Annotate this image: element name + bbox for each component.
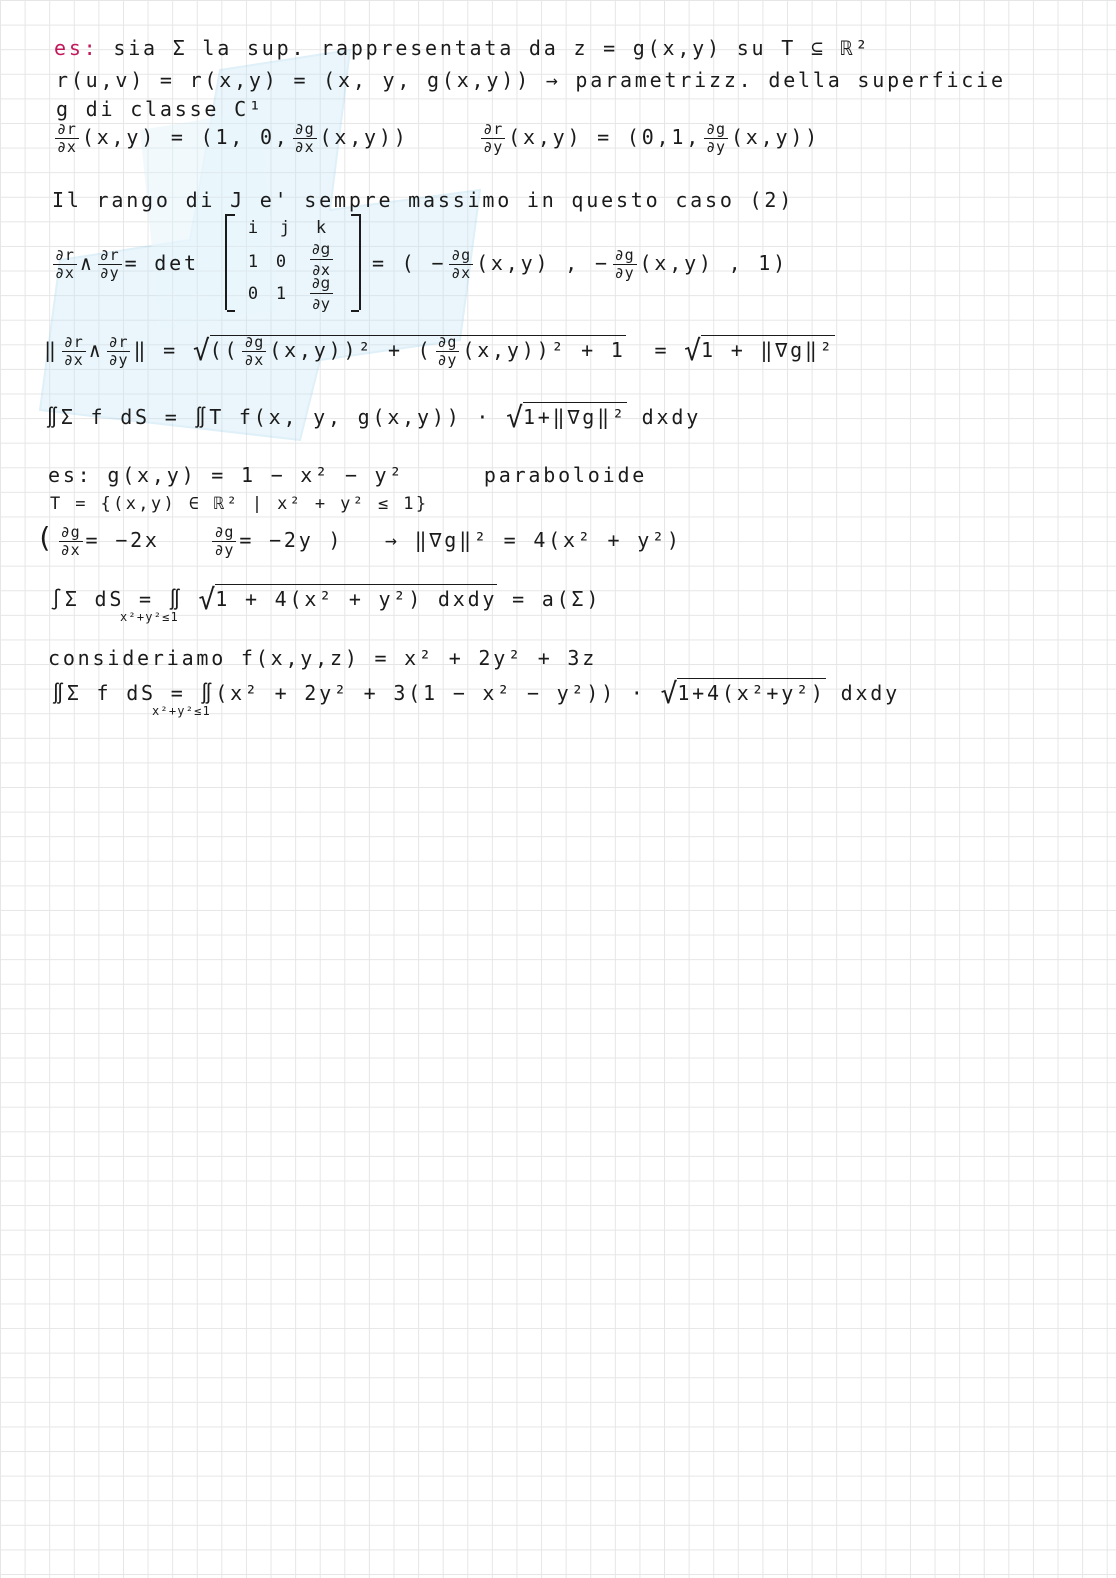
es-label: es: [54, 36, 99, 60]
note-line-1 [54, 38, 870, 58]
fraction: $\frac{\partial g}{\partial y}$ [706, 120, 726, 156]
note-line-3: g di classe C¹ [56, 97, 264, 121]
integral-domain: x²+y²≤1 [120, 610, 179, 624]
note-line-12: ∫Σ dS = ∬ √1 + 4(x² + y²) dxdy = a(Σ) [50, 583, 602, 616]
sqrt-expression: (( $\frac{\partial g}{\partial x}$ (x,y))² + ( $\frac{\partial g}{\partial y}$ (x,y))² + 1 [209, 333, 626, 369]
note-line-4: $\frac{\partial r}{\partial x}$ (x,y) = (1, 0, $\frac{\partial g}{\partial x}$ (x,y)) $\frac{\partial r}{\partial y}$ (x,y) = (0,1, $\frac{\partial g}{\partial y}$ (x,y)) [57, 120, 820, 156]
fraction: $\frac{\partial r}{\partial y}$ [483, 120, 504, 156]
note-line-14: ∬Σ f dS = ∬(x² + 2y² + 3(1 − x² − y²)) · √1+4(x²+y²) dxdy [52, 677, 900, 710]
note-line-2: r(u,v) = r(x,y) = (x, y, g(x,y)) → parametrizz. della superficie [56, 68, 1006, 92]
fraction: $\frac{\partial g}{\partial x}$ [294, 120, 315, 156]
note-line-6-result: = ( − $\frac{\partial g}{\partial x}$ (x,y) , − $\frac{\partial g}{\partial y}$ (x,y) , 1) [372, 246, 788, 282]
note-line-8: ∬Σ f dS = ∬T f(x, y, g(x,y)) · √1+‖∇g‖² dxdy [46, 401, 702, 434]
line-text: sia Σ la sup. rappresentata da z = g(x,y) su T ⊆ ℝ² [113, 36, 871, 60]
note-line-7: ‖ $\frac{\partial r}{\partial x}$ ∧ $\frac{\partial r}{\partial y}$ ‖ = √(( $\frac{\partial g}{\partial x}$ (x,y))² + ( $\frac{\partial g}{\partial y}$ (x,y))² + 1 = √1 + ‖∇g‖² [44, 333, 835, 369]
note-line-5: Il rango di J e' sempre massimo in questo caso (2) [52, 188, 795, 212]
integral-domain: x²+y²≤1 [152, 704, 211, 718]
note-line-13: consideriamo f(x,y,z) = x² + 2y² + 3z [48, 646, 598, 670]
determinant-matrix: i j k 1 0 $\frac{\partial g}{\partial x}$ 0 1 $\frac{\partial g}{\partial y}$ [225, 214, 361, 310]
note-line-9: es: g(x,y) = 1 − x² − y² paraboloide [48, 463, 648, 487]
fraction: $\frac{\partial r}{\partial x}$ [57, 120, 77, 156]
note-line-11: ( $\frac{\partial g}{\partial x}$ = −2x $\frac{\partial g}{\partial y}$ = −2y ) → ‖∇g‖² = 4(x² + y²) [36, 521, 682, 559]
note-line-10: T = {(x,y) ∈ ℝ² | x² + y² ≤ 1} [50, 494, 429, 514]
note-line-6: $\frac{\partial r}{\partial x}$ ∧ $\frac{\partial r}{\partial y}$ = det [55, 246, 199, 282]
